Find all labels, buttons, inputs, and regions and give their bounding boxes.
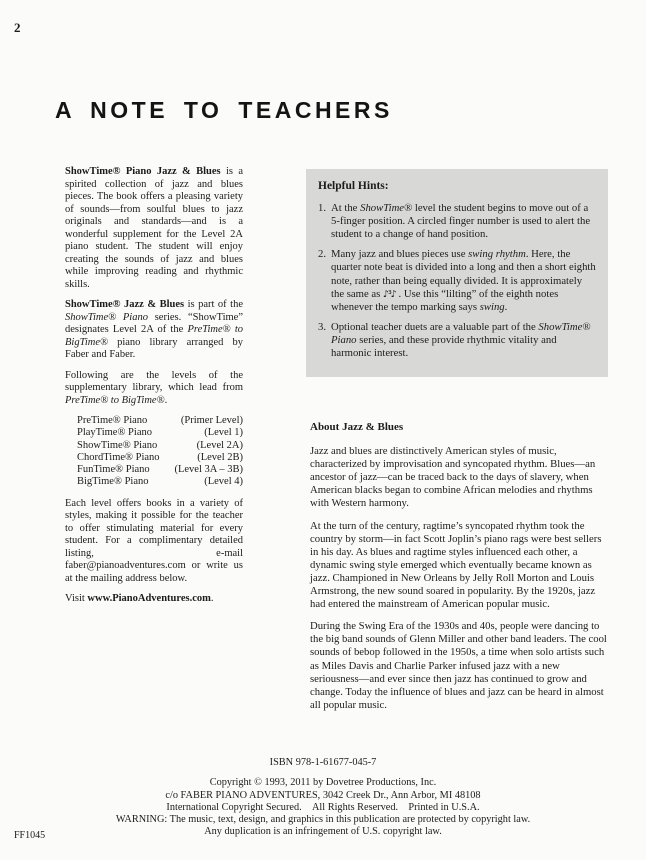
catalog-number: FF1045 bbox=[14, 830, 46, 841]
hint-number: 2. bbox=[318, 248, 327, 261]
website-paragraph: Visit www.PianoAdventures.com. bbox=[65, 593, 214, 605]
copyright-line: Copyright © 1993, 2011 by Dovetree Productions, Inc. bbox=[209, 777, 437, 789]
copyright-line: Any duplication is an infringement of U.S. copyright law. bbox=[204, 826, 442, 838]
hint-text: At the ShowTime® level the student begins to move out of a 5-finger position. A circled finger number is used to alert the student to a change of hand position. bbox=[331, 202, 591, 241]
hint-text: Many jazz and blues pieces use swing rhythm. Here, the quarter note beat is divided into a long and then a short eighth note, rather than being equally divided. It is approximately the same as ♪³♪ . Use this “lilting” of the eighth notes whenever the tempo marking says swing. bbox=[331, 248, 596, 313]
level-row bbox=[65, 452, 243, 464]
level-row bbox=[65, 427, 243, 439]
footer bbox=[0, 757, 646, 839]
about-paragraph: During the Swing Era of the 1930s and 40s, people were dancing to the big band sounds of Glenn Miller and other band leaders. The cool sounds of bebop followed in the 1950s, a time when solo artists such as Miles Davis and Charlie Parker infused jazz with a new seriousness—and ever since then jazz has continued to grow and change. Today the influence of blues and jazz can be heard in almost all popular music. bbox=[310, 620, 607, 711]
intro-paragraph: ShowTime® Piano Jazz & Blues is a spirited collection of jazz and blues pieces. The book offers a pleasing variety of sounds—from soulful blues to jazz originals and standards—and is a wonderful supplement for the Level 2A piano student. The student will enjoy creating the sounds of jazz and blues while improving reading and rhythmic skills. bbox=[65, 166, 243, 290]
level-value: (Primer Level) bbox=[180, 415, 243, 426]
hint-number: 3. bbox=[318, 320, 327, 333]
hint-text: Optional teacher duets are a valuable part of the ShowTime® Piano series, and these provide rhythmic vitality and harmonic interest. bbox=[331, 320, 591, 360]
copyright-line: c/o FABER PIANO ADVENTURES, 3042 Creek Dr., Ann Arbor, MI 48108 bbox=[165, 789, 481, 801]
level-value: (Level 2B) bbox=[197, 451, 243, 463]
level-name: PreTime® Piano bbox=[77, 415, 148, 426]
hint-item bbox=[318, 321, 596, 360]
offerings-paragraph: Each level offers books in a variety of styles, making it possible for the teacher to offer stimulating material for every student. For a complimentary detailed listing, e-mail faber@pianoadventures.com or write us at the mailing address below. bbox=[65, 497, 243, 584]
hint-number: 1. bbox=[318, 202, 327, 215]
hint-item bbox=[318, 202, 596, 241]
level-value: (Level 4) bbox=[204, 476, 243, 488]
level-row bbox=[65, 440, 243, 452]
hint-item bbox=[318, 248, 596, 313]
page-number: 2 bbox=[14, 20, 21, 35]
level-row bbox=[65, 464, 243, 476]
about-paragraph: At the turn of the century, ragtime’s syncopated rhythm took the country by storm—in fact Scott Joplin’s piano rags were best sellers in his day. As blues and ragtime styles influenced each other, a dynamic swing style emerged which eventually became known as jazz. Championed in New Orleans by Jelly Roll Morton and Louis Armstrong, the new sound soared in popularity. By the 1920s, jazz had entered the mainstream of American popular music. bbox=[310, 519, 602, 611]
intro-column bbox=[65, 166, 243, 614]
level-name: ChordTime® Piano bbox=[77, 451, 160, 463]
level-value: (Level 3A – 3B) bbox=[174, 464, 243, 476]
about-section bbox=[310, 421, 610, 721]
page-title: A NOTE TO TEACHERS bbox=[55, 97, 393, 124]
about-paragraph: Jazz and blues are distinctively American styles of music, characterized by improvisation and syncopated rhythm. Blues—an ancestor of jazz—can be traced back to the days of slavery, when American blacks began to combine African melodies and rhythms with Western harmony. bbox=[310, 445, 596, 510]
series-paragraph: ShowTime® Jazz & Blues is part of the ShowTime® Piano series. “ShowTime” designates Level 2A of the PreTime® to BigTime® piano library arranged by Faber and Faber. bbox=[65, 299, 244, 360]
level-value: (Level 1) bbox=[204, 427, 243, 439]
level-name: ShowTime® Piano bbox=[77, 439, 158, 451]
helpful-hints-box bbox=[306, 169, 608, 377]
copyright-line: International Copyright Secured. All Rights Reserved. Printed in U.S.A. bbox=[166, 801, 480, 813]
level-row bbox=[65, 415, 243, 427]
helpful-hints-title: Helpful Hints: bbox=[318, 180, 389, 192]
level-name: BigTime® Piano bbox=[77, 476, 149, 488]
level-row bbox=[65, 476, 243, 488]
levels-intro-paragraph: Following are the levels of the supplementary library, which lead from PreTime® to BigTime®. bbox=[65, 369, 243, 406]
isbn-text: ISBN 978-1-61677-045-7 bbox=[269, 757, 377, 768]
level-name: FunTime® Piano bbox=[77, 464, 150, 476]
levels-list bbox=[65, 415, 243, 489]
copyright-line: WARNING: The music, text, design, and graphics in this publication are protected by copyright law. bbox=[115, 814, 531, 826]
about-heading: About Jazz & Blues bbox=[310, 421, 404, 433]
level-name: PlayTime® Piano bbox=[77, 427, 152, 439]
level-value: (Level 2A) bbox=[196, 439, 243, 451]
